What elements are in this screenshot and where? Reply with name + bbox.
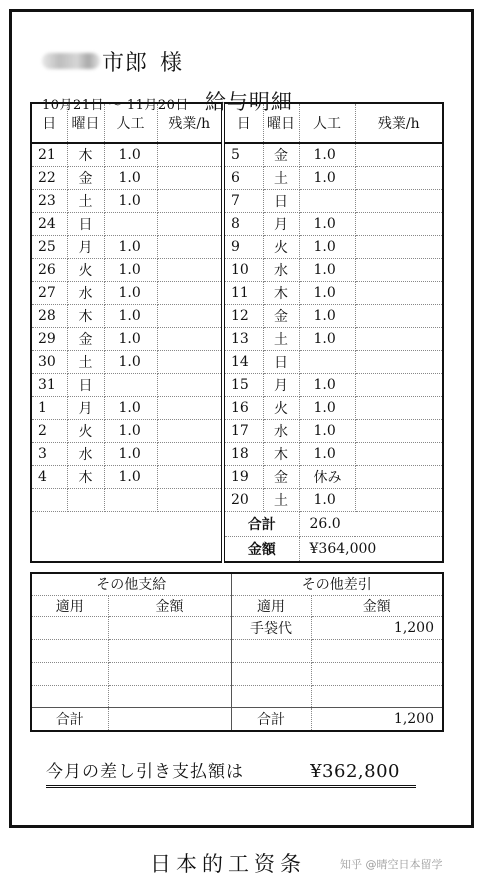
weekday-cell: 金 (67, 167, 104, 190)
col-weekday: 曜日 (67, 103, 104, 143)
work-cell: 1.0 (299, 489, 355, 512)
deduction-item: 手袋代 (231, 617, 311, 640)
day-cell (31, 489, 67, 512)
weekday-cell: 日 (67, 374, 104, 397)
work-cell: 1.0 (299, 443, 355, 466)
weekday-cell: 金 (263, 305, 299, 328)
weekday-cell: 日 (67, 213, 104, 236)
day-cell: 6 (223, 167, 263, 190)
work-cell: 1.0 (104, 328, 157, 351)
honorific: 様 (160, 50, 183, 76)
weekday-cell: 月 (67, 397, 104, 420)
empty-cell (31, 640, 108, 663)
weekday-cell: 土 (263, 489, 299, 512)
weekday-cell: 金 (67, 328, 104, 351)
work-cell: 1.0 (299, 167, 355, 190)
weekday-cell: 水 (263, 420, 299, 443)
attendance-row (31, 443, 443, 466)
recipient-name-row (42, 44, 182, 78)
total-label: 合計 (223, 512, 299, 537)
work-cell: 1.0 (104, 190, 157, 213)
work-cell: 1.0 (299, 420, 355, 443)
col-overtime: 残業/h (355, 103, 443, 143)
empty-cell (231, 662, 311, 685)
day-cell: 27 (31, 282, 67, 305)
empty-cell (108, 662, 231, 685)
day-cell: 17 (223, 420, 263, 443)
overtime-cell (355, 259, 443, 282)
col-day: 日 (223, 103, 263, 143)
other-payments-title: その他支給 (31, 573, 231, 595)
work-cell: 1.0 (104, 420, 157, 443)
weekday-cell: 木 (263, 282, 299, 305)
overtime-cell (355, 282, 443, 305)
deductions-sum-label: 合計 (231, 708, 311, 731)
weekday-cell: 火 (263, 397, 299, 420)
other-row (31, 640, 443, 663)
col-overtime: 残業/h (157, 103, 223, 143)
overtime-cell (157, 443, 223, 466)
weekday-cell: 火 (67, 420, 104, 443)
empty-cell (31, 662, 108, 685)
overtime-cell (355, 420, 443, 443)
weekday-cell: 月 (263, 374, 299, 397)
empty-cell (108, 640, 231, 663)
overtime-cell (157, 305, 223, 328)
total-days-row (31, 512, 443, 537)
overtime-cell (355, 236, 443, 259)
day-cell: 11 (223, 282, 263, 305)
work-cell: 1.0 (299, 282, 355, 305)
work-cell (299, 190, 355, 213)
other-row (31, 617, 443, 640)
day-cell: 4 (31, 466, 67, 489)
other-row (31, 662, 443, 685)
work-cell: 1.0 (104, 305, 157, 328)
attendance-row (31, 282, 443, 305)
work-cell (299, 351, 355, 374)
other-row (31, 685, 443, 708)
day-cell: 12 (223, 305, 263, 328)
work-cell: 1.0 (299, 143, 355, 167)
attendance-row (31, 374, 443, 397)
overtime-cell (355, 374, 443, 397)
weekday-cell: 木 (67, 305, 104, 328)
day-cell: 15 (223, 374, 263, 397)
day-cell: 13 (223, 328, 263, 351)
attendance-row (31, 489, 443, 512)
overtime-cell (355, 213, 443, 236)
net-payment-amount: ¥362,800 (310, 761, 400, 782)
day-cell: 21 (31, 143, 67, 167)
day-cell: 22 (31, 167, 67, 190)
day-cell: 16 (223, 397, 263, 420)
net-payment-line (46, 757, 416, 788)
work-cell: 1.0 (299, 259, 355, 282)
net-payment-label: 今月の差し引き支払額は (46, 762, 244, 782)
overtime-cell (355, 443, 443, 466)
work-cell: 休み (299, 466, 355, 489)
empty-cell (108, 617, 231, 640)
overtime-cell (355, 351, 443, 374)
overtime-cell (355, 143, 443, 167)
day-cell: 10 (223, 259, 263, 282)
overtime-cell (355, 305, 443, 328)
overtime-cell (157, 213, 223, 236)
work-cell: 1.0 (299, 328, 355, 351)
weekday-cell: 金 (263, 466, 299, 489)
attendance-row (31, 397, 443, 420)
gross-amount-value: ¥364,000 (299, 537, 443, 563)
attendance-row (31, 259, 443, 282)
work-cell: 1.0 (104, 466, 157, 489)
overtime-cell (355, 190, 443, 213)
day-cell: 9 (223, 236, 263, 259)
day-cell: 19 (223, 466, 263, 489)
col-work: 人工 (299, 103, 355, 143)
attendance-row (31, 420, 443, 443)
weekday-cell: 月 (67, 236, 104, 259)
empty-cell (31, 685, 108, 708)
attendance-row (31, 328, 443, 351)
payments-sum-label: 合計 (31, 708, 108, 731)
weekday-cell: 水 (67, 443, 104, 466)
pay-period: 10月21日 ～ 11月20日 (42, 98, 189, 113)
day-cell: 1 (31, 397, 67, 420)
overtime-cell (355, 167, 443, 190)
day-cell: 24 (31, 213, 67, 236)
empty-cell (311, 640, 443, 663)
work-cell: 1.0 (104, 443, 157, 466)
work-cell: 1.0 (104, 167, 157, 190)
deduction-amount: 1,200 (311, 617, 443, 640)
overtime-cell (157, 489, 223, 512)
overtime-cell (157, 259, 223, 282)
overtime-cell (157, 328, 223, 351)
weekday-cell: 月 (263, 213, 299, 236)
document-title: 給与明細 (204, 90, 293, 114)
col-item: 適用 (231, 595, 311, 617)
day-cell: 28 (31, 305, 67, 328)
day-cell: 30 (31, 351, 67, 374)
day-cell: 7 (223, 190, 263, 213)
overtime-cell (157, 397, 223, 420)
empty-cell (311, 662, 443, 685)
work-cell (104, 374, 157, 397)
overtime-cell (157, 282, 223, 305)
weekday-cell: 木 (263, 443, 299, 466)
weekday-cell: 土 (67, 351, 104, 374)
empty-cell (231, 685, 311, 708)
col-day: 日 (31, 103, 67, 143)
overtime-cell (157, 236, 223, 259)
work-cell: 1.0 (299, 305, 355, 328)
empty-cell (311, 685, 443, 708)
recipient-name: 市郎 (102, 50, 149, 76)
work-cell: 1.0 (104, 259, 157, 282)
overtime-cell (157, 190, 223, 213)
weekday-cell (67, 489, 104, 512)
attendance-row (31, 236, 443, 259)
attendance-row (31, 190, 443, 213)
other-section-titles (31, 573, 443, 595)
day-cell: 3 (31, 443, 67, 466)
attendance-row (31, 305, 443, 328)
attendance-table (30, 102, 444, 563)
attendance-row (31, 351, 443, 374)
image-caption: 日本的工资条 (150, 852, 306, 876)
total-days-value: 26.0 (299, 512, 443, 537)
empty-cell (31, 617, 108, 640)
attendance-row (31, 143, 443, 167)
weekday-cell: 土 (67, 190, 104, 213)
day-cell: 2 (31, 420, 67, 443)
weekday-cell: 日 (263, 190, 299, 213)
empty-cell (108, 708, 231, 731)
overtime-cell (157, 143, 223, 167)
work-cell (104, 489, 157, 512)
weekday-cell: 木 (67, 143, 104, 167)
day-cell: 8 (223, 213, 263, 236)
work-cell: 1.0 (299, 213, 355, 236)
weekday-cell: 水 (67, 282, 104, 305)
other-items-table (30, 572, 444, 732)
overtime-cell (157, 351, 223, 374)
col-weekday: 曜日 (263, 103, 299, 143)
overtime-cell (355, 466, 443, 489)
amount-label: 金額 (223, 537, 299, 563)
other-column-headers (31, 595, 443, 617)
overtime-cell (355, 328, 443, 351)
work-cell: 1.0 (104, 143, 157, 167)
attendance-row (31, 167, 443, 190)
weekday-cell: 土 (263, 167, 299, 190)
other-total-row (31, 708, 443, 731)
deductions-total: 1,200 (311, 708, 443, 731)
overtime-cell (157, 374, 223, 397)
overtime-cell (157, 466, 223, 489)
col-work: 人工 (104, 103, 157, 143)
day-cell: 31 (31, 374, 67, 397)
weekday-cell: 水 (263, 259, 299, 282)
attendance-row (31, 213, 443, 236)
day-cell: 26 (31, 259, 67, 282)
overtime-cell (157, 420, 223, 443)
day-cell: 29 (31, 328, 67, 351)
work-cell: 1.0 (104, 282, 157, 305)
work-cell: 1.0 (299, 397, 355, 420)
day-cell: 18 (223, 443, 263, 466)
weekday-cell: 土 (263, 328, 299, 351)
work-cell (104, 213, 157, 236)
day-cell: 5 (223, 143, 263, 167)
overtime-cell (157, 167, 223, 190)
day-cell: 20 (223, 489, 263, 512)
watermark: 知乎 @晴空日本留学 (340, 858, 443, 871)
weekday-cell: 日 (263, 351, 299, 374)
redacted-surname (42, 53, 100, 69)
blank-cell (31, 512, 223, 563)
attendance-header-row (31, 103, 443, 143)
work-cell: 1.0 (299, 374, 355, 397)
col-amount: 金額 (108, 595, 231, 617)
overtime-cell (355, 489, 443, 512)
col-item: 適用 (31, 595, 108, 617)
col-amount: 金額 (311, 595, 443, 617)
weekday-cell: 金 (263, 143, 299, 167)
empty-cell (108, 685, 231, 708)
work-cell: 1.0 (104, 351, 157, 374)
day-cell: 23 (31, 190, 67, 213)
work-cell: 1.0 (104, 397, 157, 420)
empty-cell (231, 640, 311, 663)
weekday-cell: 木 (67, 466, 104, 489)
attendance-row (31, 466, 443, 489)
day-cell: 14 (223, 351, 263, 374)
work-cell: 1.0 (299, 236, 355, 259)
overtime-cell (355, 397, 443, 420)
day-cell: 25 (31, 236, 67, 259)
weekday-cell: 火 (67, 259, 104, 282)
other-deductions-title: その他差引 (231, 573, 443, 595)
work-cell: 1.0 (104, 236, 157, 259)
weekday-cell: 火 (263, 236, 299, 259)
